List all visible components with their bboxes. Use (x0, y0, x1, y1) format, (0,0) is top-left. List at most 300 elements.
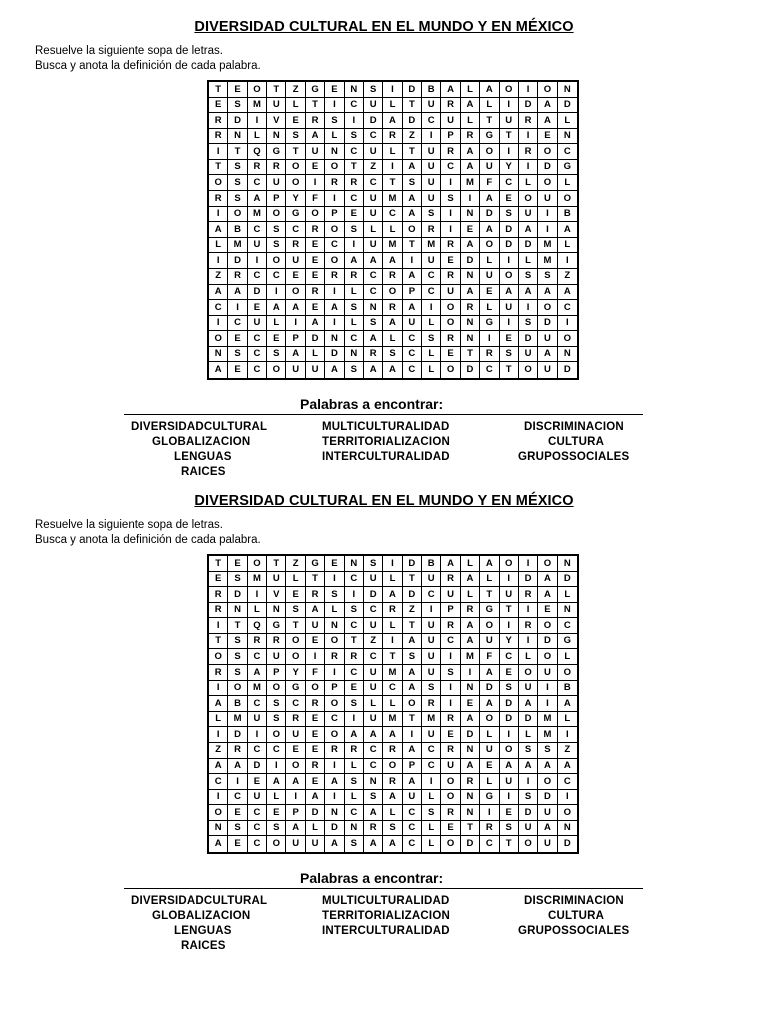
grid-cell: O (441, 774, 460, 790)
grid-cell: E (209, 572, 228, 588)
grid-cell: S (519, 269, 538, 285)
grid-cell: A (209, 285, 228, 301)
grid-cell: O (519, 836, 538, 852)
instruction-line-2: Busca y anota la definición de cada palabra. (35, 60, 261, 72)
grid-cell: N (364, 300, 383, 316)
grid-cell: O (500, 556, 519, 572)
grid-cell: U (364, 144, 383, 160)
grid-cell: N (325, 331, 344, 347)
grid-cell: E (306, 727, 325, 743)
grid-cell: R (248, 160, 267, 176)
grid-cell: L (558, 587, 577, 603)
grid-cell: N (461, 316, 480, 332)
grid-cell: S (500, 207, 519, 223)
grid-cell: E (441, 253, 460, 269)
grid-cell: L (480, 774, 499, 790)
grid-cell: R (519, 144, 538, 160)
grid-cell: C (558, 300, 577, 316)
grid-cell: I (267, 759, 286, 775)
grid-cell: R (345, 269, 364, 285)
grid-cell: E (228, 836, 247, 852)
grid-cell: A (403, 300, 422, 316)
grid-cell: N (345, 821, 364, 837)
grid-cell: E (345, 681, 364, 697)
grid-cell: O (286, 160, 305, 176)
grid-cell: D (248, 285, 267, 301)
grid-cell: I (209, 681, 228, 697)
grid-cell: R (383, 269, 402, 285)
grid-cell: I (248, 727, 267, 743)
grid-cell: U (248, 712, 267, 728)
grid-cell: O (538, 82, 557, 98)
grid-cell: P (325, 681, 344, 697)
grid-cell: O (209, 805, 228, 821)
grid-cell: U (441, 587, 460, 603)
grid-cell: E (461, 222, 480, 238)
grid-cell: N (461, 681, 480, 697)
grid-cell: S (364, 82, 383, 98)
grid-cell: I (403, 727, 422, 743)
grid-cell: E (209, 98, 228, 114)
grid-cell: Y (500, 634, 519, 650)
grid-cell: Z (209, 743, 228, 759)
grid-cell: O (538, 300, 557, 316)
grid-cell: I (519, 82, 538, 98)
grid-cell: S (422, 681, 441, 697)
grid-cell: S (267, 712, 286, 728)
grid-cell: I (538, 681, 557, 697)
grid-cell: E (441, 727, 460, 743)
grid-cell: A (364, 253, 383, 269)
grid-cell: S (345, 222, 364, 238)
grid-cell: A (209, 362, 228, 378)
grid-cell: T (480, 587, 499, 603)
grid-cell: A (345, 727, 364, 743)
grid-cell: O (538, 774, 557, 790)
grid-cell: R (286, 712, 305, 728)
grid-cell: C (209, 300, 228, 316)
grid-cell: I (325, 316, 344, 332)
grid-cell: O (480, 712, 499, 728)
grid-cell: D (558, 572, 577, 588)
grid-cell: S (228, 191, 247, 207)
grid-cell: S (519, 790, 538, 806)
grid-cell: L (461, 587, 480, 603)
grid-cell: O (538, 556, 557, 572)
grid-cell: O (383, 759, 402, 775)
grid-cell: I (441, 207, 460, 223)
grid-cell: U (286, 727, 305, 743)
grid-cell: U (519, 821, 538, 837)
grid-cell: R (480, 347, 499, 363)
grid-cell: S (345, 696, 364, 712)
grid-cell: I (325, 98, 344, 114)
grid-cell: R (209, 191, 228, 207)
grid-cell: A (286, 347, 305, 363)
grid-cell: D (248, 759, 267, 775)
grid-cell: U (519, 681, 538, 697)
grid-cell: E (306, 269, 325, 285)
grid-cell: D (461, 362, 480, 378)
grid-cell: E (500, 665, 519, 681)
grid-cell: A (345, 253, 364, 269)
grid-cell: U (500, 774, 519, 790)
grid-cell: N (558, 821, 577, 837)
grid-cell: E (306, 253, 325, 269)
grid-cell: I (209, 727, 228, 743)
grid-cell: C (248, 269, 267, 285)
grid-cell: M (538, 727, 557, 743)
grid-cell: R (441, 269, 460, 285)
grid-cell: R (345, 649, 364, 665)
grid-cell: U (519, 347, 538, 363)
grid-cell: I (500, 618, 519, 634)
grid-cell: N (228, 129, 247, 145)
grid-cell: E (228, 82, 247, 98)
grid-cell: F (306, 665, 325, 681)
grid-cell: I (383, 160, 402, 176)
grid-cell: C (403, 347, 422, 363)
grid-cell: I (306, 175, 325, 191)
grid-cell: A (403, 774, 422, 790)
grid-cell: C (345, 331, 364, 347)
grid-cell: E (480, 759, 499, 775)
grid-cell: N (461, 743, 480, 759)
grid-cell: I (422, 774, 441, 790)
word-item: RAICES (181, 466, 226, 478)
grid-cell: D (325, 821, 344, 837)
grid-cell: L (364, 696, 383, 712)
grid-cell: U (286, 836, 305, 852)
grid-cell: U (538, 665, 557, 681)
grid-cell: U (306, 618, 325, 634)
grid-cell: P (441, 129, 460, 145)
word-item: DIVERSIDADCULTURAL (131, 421, 268, 433)
grid-cell: A (538, 98, 557, 114)
grid-cell: U (500, 587, 519, 603)
grid-cell: A (209, 696, 228, 712)
grid-cell: E (228, 331, 247, 347)
grid-cell: A (286, 821, 305, 837)
grid-cell: O (248, 556, 267, 572)
grid-cell: R (306, 285, 325, 301)
grid-cell: R (441, 572, 460, 588)
grid-cell: L (383, 696, 402, 712)
grid-cell: R (422, 222, 441, 238)
grid-cell: I (325, 759, 344, 775)
grid-cell: T (403, 144, 422, 160)
grid-cell: C (383, 681, 402, 697)
grid-cell: M (538, 238, 557, 254)
grid-cell: I (383, 634, 402, 650)
grid-cell: C (364, 269, 383, 285)
grid-cell: U (480, 634, 499, 650)
grid-cell: T (286, 144, 305, 160)
grid-cell: Z (364, 634, 383, 650)
grid-cell: R (461, 129, 480, 145)
grid-cell: C (480, 836, 499, 852)
word-item: GRUPOSSOCIALES (518, 925, 630, 937)
grid-cell: L (383, 805, 402, 821)
grid-cell: A (248, 191, 267, 207)
grid-cell: R (209, 129, 228, 145)
grid-cell: N (461, 331, 480, 347)
grid-cell: C (383, 207, 402, 223)
grid-cell: E (306, 634, 325, 650)
grid-cell: D (480, 681, 499, 697)
grid-cell: E (325, 82, 344, 98)
grid-cell: S (403, 175, 422, 191)
grid-cell: D (538, 790, 557, 806)
grid-cell: A (383, 790, 402, 806)
grid-cell: Q (248, 144, 267, 160)
grid-cell: Y (286, 191, 305, 207)
grid-cell: A (461, 759, 480, 775)
grid-cell: P (403, 285, 422, 301)
grid-cell: N (558, 347, 577, 363)
grid-cell: A (306, 129, 325, 145)
grid-cell: L (383, 144, 402, 160)
grid-cell: O (519, 665, 538, 681)
grid-cell: S (519, 316, 538, 332)
grid-cell: A (267, 774, 286, 790)
grid-cell: A (267, 300, 286, 316)
grid-cell: O (306, 207, 325, 223)
grid-cell: A (461, 285, 480, 301)
grid-cell: A (383, 836, 402, 852)
grid-cell: R (209, 665, 228, 681)
grid-cell: O (267, 836, 286, 852)
grid-cell: U (248, 316, 267, 332)
instruction-line-2: Busca y anota la definición de cada palabra. (35, 534, 261, 546)
grid-cell: M (248, 572, 267, 588)
grid-cell: D (364, 587, 383, 603)
grid-cell: S (325, 113, 344, 129)
grid-cell: T (500, 362, 519, 378)
grid-cell: I (519, 634, 538, 650)
grid-cell: U (422, 634, 441, 650)
grid-cell: O (441, 362, 460, 378)
grid-cell: L (558, 113, 577, 129)
grid-cell: R (422, 696, 441, 712)
grid-cell: A (209, 222, 228, 238)
grid-cell: D (228, 727, 247, 743)
grid-cell: E (306, 300, 325, 316)
grid-cell: B (422, 556, 441, 572)
grid-cell: L (558, 712, 577, 728)
grid-cell: L (209, 712, 228, 728)
grid-cell: A (461, 712, 480, 728)
grid-cell: U (267, 649, 286, 665)
grid-cell: A (403, 269, 422, 285)
grid-cell: O (209, 175, 228, 191)
grid-cell: R (441, 238, 460, 254)
grid-cell: R (325, 649, 344, 665)
grid-cell: Y (286, 665, 305, 681)
grid-cell: A (403, 634, 422, 650)
grid-cell: C (364, 129, 383, 145)
words-divider (124, 888, 643, 889)
grid-cell: A (519, 759, 538, 775)
grid-cell: E (500, 805, 519, 821)
grid-cell: A (325, 774, 344, 790)
grid-cell: C (248, 331, 267, 347)
grid-cell: S (228, 175, 247, 191)
grid-cell: Z (286, 556, 305, 572)
grid-cell: O (383, 285, 402, 301)
grid-cell: I (441, 222, 460, 238)
grid-cell: I (325, 191, 344, 207)
grid-cell: C (248, 175, 267, 191)
grid-cell: I (441, 175, 460, 191)
grid-cell: L (325, 129, 344, 145)
grid-cell: O (228, 207, 247, 223)
grid-cell: A (228, 285, 247, 301)
word-search-grid (207, 80, 579, 380)
grid-cell: O (500, 743, 519, 759)
word-item: INTERCULTURALIDAD (322, 925, 450, 937)
grid-cell: I (519, 774, 538, 790)
grid-cell: M (383, 191, 402, 207)
words-heading: Palabras a encontrar: (300, 870, 444, 886)
grid-cell: A (480, 665, 499, 681)
grid-cell: C (422, 743, 441, 759)
grid-cell: R (441, 98, 460, 114)
grid-cell: S (286, 603, 305, 619)
grid-cell: R (383, 603, 402, 619)
word-item: LENGUAS (174, 925, 232, 937)
grid-cell: U (422, 144, 441, 160)
grid-cell: C (345, 191, 364, 207)
grid-cell: S (441, 191, 460, 207)
grid-cell: C (286, 696, 305, 712)
grid-cell: E (500, 331, 519, 347)
grid-cell: S (267, 696, 286, 712)
grid-cell: R (519, 618, 538, 634)
grid-cell: E (500, 191, 519, 207)
grid-cell: Z (558, 269, 577, 285)
grid-cell: O (286, 634, 305, 650)
grid-cell: S (500, 347, 519, 363)
grid-cell: C (248, 347, 267, 363)
grid-cell: E (306, 774, 325, 790)
grid-cell: O (558, 665, 577, 681)
grid-cell: C (248, 362, 267, 378)
grid-cell: V (267, 587, 286, 603)
grid-cell: O (286, 649, 305, 665)
grid-cell: U (480, 160, 499, 176)
grid-cell: A (228, 759, 247, 775)
grid-cell: U (422, 253, 441, 269)
grid-cell: R (209, 587, 228, 603)
grid-cell: C (364, 649, 383, 665)
grid-cell: R (306, 696, 325, 712)
grid-cell: O (286, 175, 305, 191)
grid-cell: R (306, 113, 325, 129)
grid-cell: I (558, 253, 577, 269)
grid-cell: N (461, 805, 480, 821)
grid-cell: E (441, 347, 460, 363)
grid-cell: U (403, 316, 422, 332)
page-title: DIVERSIDAD CULTURAL EN EL MUNDO Y EN MÉXICO (194, 19, 574, 35)
grid-cell: O (538, 144, 557, 160)
grid-cell: S (228, 665, 247, 681)
grid-cell: I (500, 253, 519, 269)
grid-cell: S (345, 362, 364, 378)
grid-cell: E (306, 238, 325, 254)
grid-cell: R (461, 774, 480, 790)
grid-cell: A (558, 285, 577, 301)
grid-cell: Z (364, 160, 383, 176)
grid-cell: S (383, 821, 402, 837)
grid-cell: I (325, 790, 344, 806)
grid-cell: O (228, 681, 247, 697)
grid-cell: T (286, 618, 305, 634)
grid-cell: L (422, 821, 441, 837)
grid-cell: A (480, 556, 499, 572)
grid-cell: D (461, 727, 480, 743)
grid-cell: L (364, 222, 383, 238)
grid-cell: C (345, 618, 364, 634)
grid-cell: C (422, 113, 441, 129)
grid-cell: U (267, 98, 286, 114)
grid-cell: Z (558, 743, 577, 759)
grid-cell: U (267, 572, 286, 588)
grid-cell: R (461, 603, 480, 619)
grid-cell: L (345, 790, 364, 806)
grid-cell: C (345, 98, 364, 114)
grid-cell: D (538, 160, 557, 176)
grid-cell: D (228, 587, 247, 603)
grid-cell: U (422, 160, 441, 176)
grid-cell: A (519, 696, 538, 712)
grid-cell: R (325, 743, 344, 759)
grid-cell: P (267, 191, 286, 207)
grid-cell: O (286, 759, 305, 775)
grid-cell: E (248, 300, 267, 316)
grid-cell: U (422, 649, 441, 665)
grid-cell: D (500, 222, 519, 238)
grid-cell: A (383, 253, 402, 269)
grid-cell: D (519, 238, 538, 254)
grid-cell: B (558, 681, 577, 697)
grid-cell: A (383, 316, 402, 332)
grid-cell: M (383, 712, 402, 728)
grid-cell: O (480, 238, 499, 254)
grid-cell: R (306, 587, 325, 603)
grid-cell: I (441, 681, 460, 697)
word-item: TERRITORIALIZACION (322, 910, 450, 922)
grid-cell: A (480, 222, 499, 238)
grid-cell: U (480, 743, 499, 759)
grid-cell: L (267, 790, 286, 806)
grid-cell: B (228, 696, 247, 712)
grid-cell: N (209, 347, 228, 363)
grid-cell: D (403, 82, 422, 98)
grid-cell: C (403, 821, 422, 837)
grid-cell: I (383, 556, 402, 572)
grid-cell: U (403, 790, 422, 806)
grid-cell: I (267, 285, 286, 301)
grid-cell: L (383, 331, 402, 347)
grid-cell: D (228, 253, 247, 269)
grid-cell: G (286, 681, 305, 697)
grid-cell: L (422, 790, 441, 806)
grid-cell: N (558, 556, 577, 572)
grid-cell: U (441, 285, 460, 301)
word-item: DIVERSIDADCULTURAL (131, 895, 268, 907)
grid-cell: O (267, 727, 286, 743)
